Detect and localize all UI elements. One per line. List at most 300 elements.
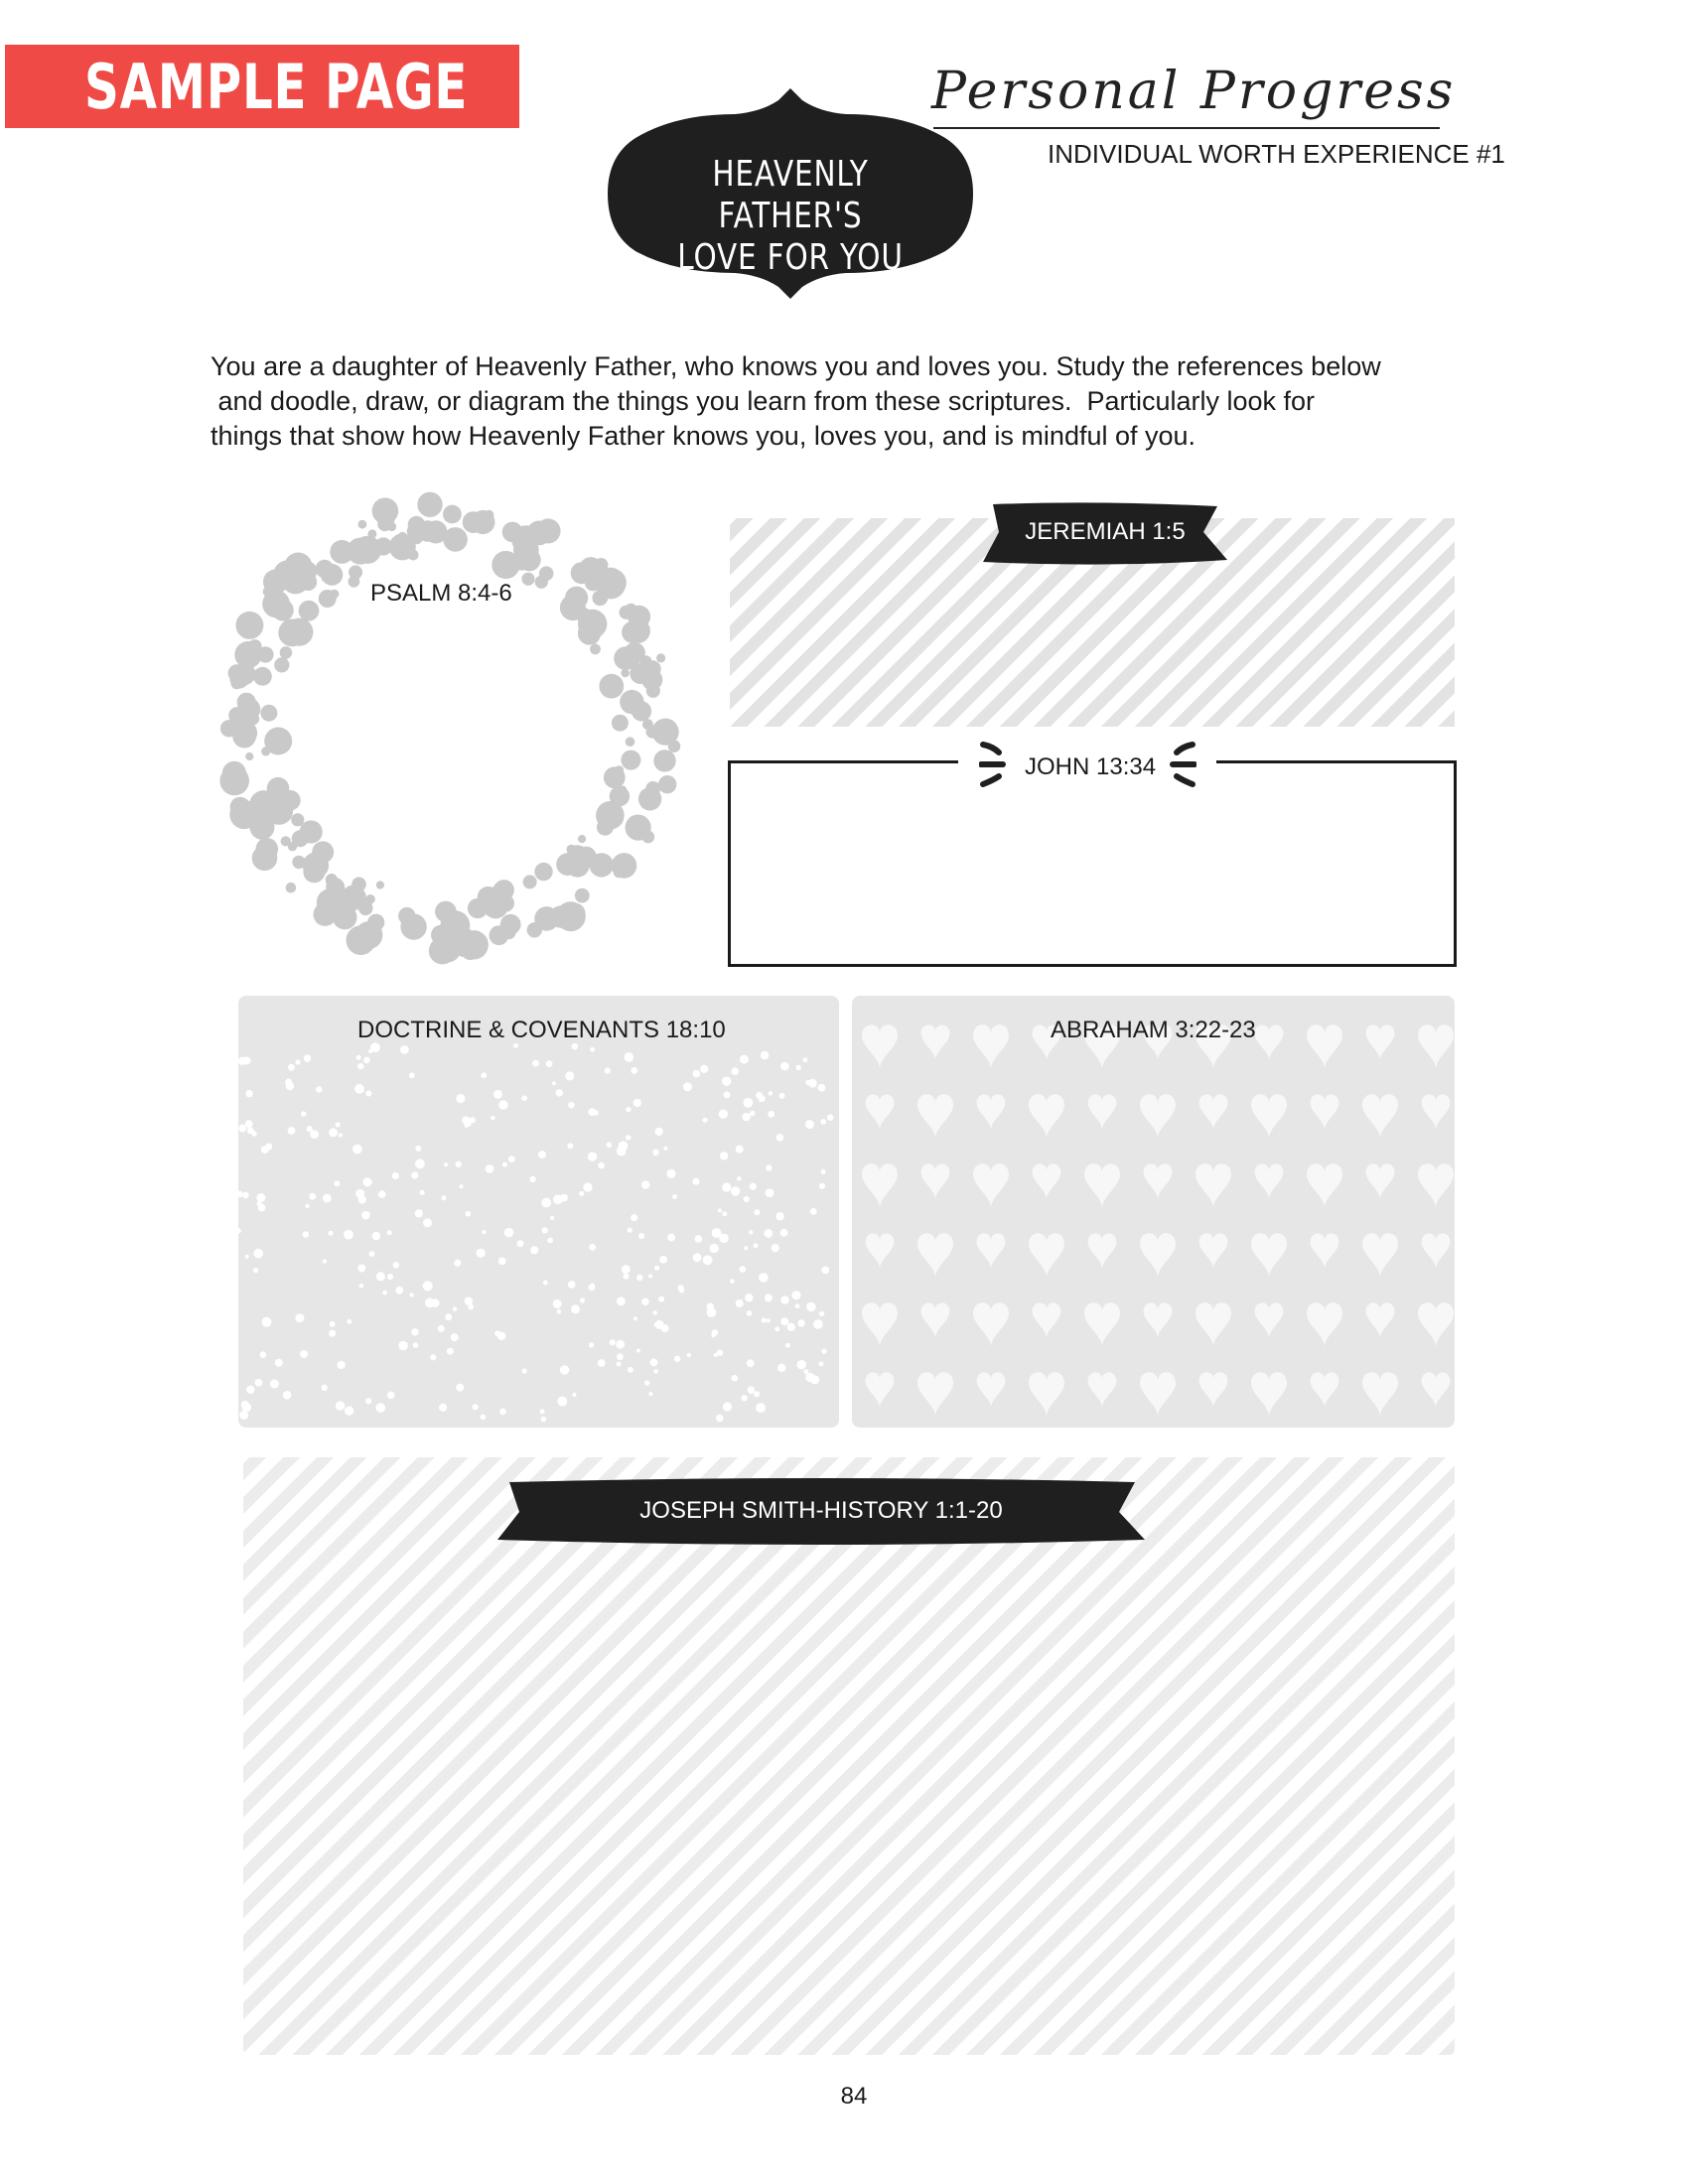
wreath-dot: [578, 835, 586, 843]
heart-mark: [1199, 1372, 1228, 1408]
wreath-dot: [624, 642, 645, 664]
polka-dot: [423, 1218, 432, 1227]
polka-dot: [338, 1361, 346, 1369]
heart-mark: [1033, 1163, 1061, 1199]
wreath-dot: [621, 751, 640, 770]
polka-dot: [392, 1172, 399, 1179]
polka-dot: [354, 1084, 364, 1094]
polka-dot: [775, 1212, 783, 1220]
polka-dot: [707, 1307, 717, 1317]
sample-page-label: SAMPLE PAGE: [84, 51, 469, 123]
polka-dot: [382, 1291, 387, 1296]
heart-mark: [1255, 1163, 1284, 1199]
left-burst-icon: [979, 741, 1009, 788]
wreath-dot: [353, 540, 366, 553]
polka-dot: [568, 1102, 575, 1109]
polka-dot: [617, 1297, 626, 1305]
heart-mark: [862, 1163, 898, 1208]
heart-mark: [921, 1302, 950, 1338]
polka-dot: [486, 1164, 494, 1173]
wreath-dot: [569, 846, 587, 864]
polka-dot: [456, 1384, 464, 1392]
wreath-dot: [626, 815, 651, 841]
polka-dot: [730, 1279, 735, 1284]
heart-mark: [1033, 1302, 1061, 1338]
heart-mark: [1199, 1094, 1228, 1130]
polka-dot: [628, 1367, 633, 1373]
heart-pattern: [852, 996, 1455, 1428]
heart-mark: [1088, 1233, 1117, 1269]
polka-dot: [626, 1107, 631, 1112]
polka-dot: [498, 1257, 506, 1265]
polka-dot: [540, 1409, 545, 1414]
wreath-dot: [331, 882, 342, 892]
intro-paragraph: [211, 349, 1501, 454]
wreath-dot: [443, 527, 468, 552]
polka-dot: [438, 1325, 445, 1332]
polka-dot: [451, 1333, 459, 1341]
heart-mark: [1251, 1233, 1287, 1278]
wreath-dot: [625, 604, 636, 615]
polka-dot: [444, 1162, 448, 1166]
heart-mark: [1366, 1163, 1395, 1199]
polka-dot: [363, 1177, 372, 1186]
polka-dot: [553, 1299, 562, 1308]
polka-dot: [805, 1373, 814, 1382]
polka-dot: [522, 1368, 527, 1373]
wreath-dot: [500, 556, 509, 565]
polka-dot: [736, 1299, 744, 1307]
polka-dot: [813, 1319, 823, 1329]
polka-dot: [369, 1251, 375, 1257]
polka-dot: [415, 1146, 421, 1152]
wreath-dot: [613, 719, 623, 729]
heart-mark: [1307, 1163, 1342, 1208]
polka-dot: [238, 1191, 243, 1198]
polka-dot: [655, 1320, 664, 1329]
polka-dot: [359, 1284, 364, 1289]
wreath-dot: [365, 894, 375, 904]
experience-subtitle: INDIVIDUAL WORTH EXPERIENCE #1: [1048, 139, 1505, 169]
polka-dot: [617, 1362, 622, 1367]
wreath-dot: [245, 752, 253, 760]
polka-dot: [553, 1194, 563, 1204]
polka-dot: [547, 1238, 553, 1244]
polka-dot: [491, 1116, 495, 1121]
right-burst-icon: [1167, 741, 1196, 788]
polka-dot: [504, 1228, 514, 1238]
polka-dot: [556, 1089, 563, 1096]
polka-dot: [470, 1117, 476, 1123]
polka-dot: [260, 1351, 267, 1358]
polka-dot: [530, 1246, 538, 1254]
john-panel[interactable]: [728, 760, 1457, 967]
polka-dot: [625, 1052, 634, 1062]
polka-dot: [395, 1287, 403, 1295]
polka-dot: [810, 1208, 817, 1215]
polka-dot: [589, 1342, 594, 1347]
wreath-dot: [485, 510, 494, 520]
polka-dot: [687, 1353, 691, 1357]
polka-dot: [648, 1275, 652, 1279]
polka-dot: [336, 1122, 341, 1127]
heart-mark: [1311, 1372, 1339, 1408]
heart-mark: [1199, 1233, 1228, 1269]
wreath-dot: [417, 492, 442, 517]
heart-mark: [921, 1024, 950, 1060]
polka-dot: [736, 1146, 744, 1154]
wreath-dot: [230, 797, 250, 817]
wreath-dot: [575, 888, 590, 903]
doctrine-panel[interactable]: [238, 996, 839, 1428]
polka-dot: [303, 1231, 310, 1238]
heart-mark: [1084, 1163, 1120, 1208]
polka-dot: [744, 1101, 750, 1107]
intro-line-1: You are a daughter of Heavenly Father, who knows you and loves you. Study the references below: [211, 351, 1381, 381]
polka-dot: [508, 1156, 515, 1162]
polka-dot: [482, 1230, 486, 1234]
wreath-dot: [431, 925, 451, 945]
polka-dot: [633, 1099, 641, 1107]
polka-dot: [667, 1234, 675, 1242]
polka-dot: [744, 1246, 748, 1250]
heart-mark: [1366, 1302, 1395, 1338]
polka-dot: [256, 1193, 265, 1202]
polka-dot: [242, 1403, 251, 1412]
polka-dot: [765, 1294, 773, 1301]
heart-mark: [921, 1163, 950, 1199]
polka-dot: [347, 1319, 352, 1324]
polka-dot: [356, 1055, 361, 1060]
heart-mark: [1418, 1024, 1454, 1069]
polka-dot: [731, 1186, 740, 1195]
polka-dot: [624, 1274, 630, 1280]
wreath-dot: [300, 820, 323, 843]
abraham-label: ABRAHAM 3:22-23: [1051, 1017, 1256, 1043]
polka-dot: [344, 1230, 353, 1240]
polka-dot: [304, 1054, 311, 1061]
polka-dot: [541, 1417, 547, 1423]
john-label: JOHN 13:34: [1025, 753, 1157, 780]
heart-mark: [1029, 1094, 1064, 1139]
wreath-dot: [219, 766, 249, 796]
wreath-dot: [578, 622, 601, 645]
heart-mark: [1029, 1372, 1064, 1417]
polka-dot: [759, 1095, 766, 1102]
polka-dot: [329, 1128, 338, 1137]
wreath-dot: [314, 902, 338, 926]
polka-dot: [243, 1057, 251, 1065]
polka-dot: [818, 1084, 826, 1092]
heart-mark: [917, 1094, 953, 1139]
polka-dot: [717, 1349, 723, 1355]
wreath-dot: [237, 716, 255, 734]
heart-mark: [1255, 1024, 1284, 1060]
polka-dot: [740, 1055, 749, 1064]
polka-dot: [780, 1296, 788, 1303]
polka-dot: [579, 1191, 584, 1196]
polka-dot: [238, 1228, 241, 1233]
polka-dot: [502, 1162, 507, 1167]
heart-mark: [862, 1302, 898, 1347]
polka-dot: [605, 1068, 611, 1074]
polka-dot: [768, 1111, 774, 1118]
polka-dot: [323, 1259, 327, 1263]
polka-dot-pattern: [238, 996, 839, 1428]
polka-dot: [439, 1404, 447, 1412]
wreath-dot: [252, 846, 278, 872]
polka-dot: [792, 1291, 801, 1299]
wreath-dot: [658, 775, 676, 793]
wreath-dot: [253, 667, 272, 686]
polka-dot: [641, 1180, 649, 1188]
polka-dot: [442, 1195, 447, 1200]
polka-dot: [454, 1260, 461, 1267]
polka-dot: [398, 1341, 408, 1351]
wreath-dot: [372, 497, 399, 524]
polka-dot: [387, 1274, 393, 1280]
polka-dot: [246, 1386, 254, 1394]
heart-mark: [917, 1372, 953, 1417]
polka-dot: [703, 1118, 708, 1123]
heart-mark: [1422, 1372, 1451, 1408]
wreath-dot: [322, 564, 344, 586]
polka-dot: [393, 1262, 400, 1269]
heart-mark: [1422, 1233, 1451, 1269]
polka-dot: [529, 1176, 535, 1182]
polka-dot: [653, 1310, 657, 1314]
polka-dot: [716, 1415, 724, 1423]
polka-dot: [542, 1227, 548, 1233]
wreath-dot: [460, 930, 489, 959]
polka-dot: [598, 1162, 605, 1169]
heart-mark: [1422, 1094, 1451, 1130]
polka-dot: [631, 1214, 637, 1221]
polka-dot: [466, 1211, 472, 1217]
polka-dot: [593, 1110, 599, 1116]
polka-dot: [590, 1047, 595, 1052]
wreath-dot: [478, 887, 499, 908]
heart-mark: [977, 1233, 1006, 1269]
polka-dot: [283, 1391, 292, 1400]
polka-dot: [546, 1060, 553, 1067]
polka-dot: [498, 1100, 507, 1109]
polka-dot: [806, 1302, 815, 1311]
polka-dot: [357, 1265, 365, 1273]
polka-dot: [644, 1380, 649, 1385]
polka-dot: [242, 1192, 249, 1199]
polka-dot: [723, 1402, 732, 1411]
joseph-smith-panel[interactable]: [243, 1457, 1455, 2055]
polka-dot: [305, 1204, 309, 1208]
polka-dot: [821, 1169, 826, 1174]
wreath-dot: [272, 600, 294, 621]
polka-dot: [387, 1230, 392, 1235]
polka-dot: [571, 1304, 580, 1313]
polka-dot: [413, 1342, 419, 1348]
polka-dot: [732, 1375, 739, 1382]
wreath-dot: [642, 719, 653, 730]
polka-dot: [754, 1243, 759, 1248]
polka-dot: [583, 1182, 592, 1191]
wreath-dot: [590, 853, 614, 877]
polka-dot: [821, 1267, 829, 1275]
polka-dot: [322, 1385, 328, 1391]
wreath-dot: [604, 766, 626, 788]
polka-dot: [719, 1110, 728, 1119]
polka-dot: [376, 1403, 386, 1413]
polka-dot: [672, 1194, 677, 1199]
heart-mark: [1255, 1302, 1284, 1338]
polka-dot: [323, 1194, 332, 1203]
joseph-smith-tag: [493, 1476, 1149, 1546]
heart-mark: [1307, 1302, 1342, 1347]
wreath-dot: [443, 505, 462, 524]
polka-dot: [580, 1297, 585, 1302]
wreath-dot: [626, 618, 650, 643]
polka-dot: [288, 1064, 295, 1071]
polka-dot: [300, 1350, 308, 1358]
polka-dot: [780, 1317, 788, 1325]
polka-dot: [776, 1134, 784, 1142]
polka-dot: [779, 1093, 785, 1099]
polka-dot: [409, 1293, 413, 1297]
polka-dot: [456, 1161, 462, 1167]
doctrine-label: DOCTRINE & COVENANTS 18:10: [357, 1017, 726, 1043]
polka-dot: [750, 1111, 756, 1117]
wreath-dot: [265, 801, 277, 813]
wreath-dot: [257, 646, 273, 662]
wreath-dot: [656, 653, 665, 662]
wreath-dot: [312, 841, 334, 863]
polka-dot: [636, 1275, 642, 1281]
badge-text: [640, 154, 940, 279]
heart-mark: [1418, 1163, 1454, 1208]
wreath-dot: [582, 569, 593, 580]
wreath-dot: [286, 883, 297, 893]
polka-dot: [499, 1409, 506, 1416]
heart-mark: [1362, 1094, 1398, 1139]
polka-dot: [652, 1150, 659, 1157]
polka-dot: [641, 1298, 648, 1305]
polka-dot: [653, 1369, 658, 1374]
polka-dot: [288, 1127, 296, 1135]
polka-dot: [378, 1190, 386, 1198]
polka-dot: [722, 1211, 727, 1216]
polka-dot: [741, 1395, 747, 1401]
wreath-dot: [653, 750, 675, 771]
wreath-dot: [299, 601, 320, 621]
polka-dot: [430, 1354, 436, 1360]
polka-dot: [541, 1198, 551, 1208]
heart-mark: [1251, 1094, 1287, 1139]
polka-dot: [462, 1116, 470, 1124]
polka-dot: [658, 1297, 664, 1302]
wreath-dot: [632, 701, 651, 721]
polka-dot: [796, 1065, 801, 1070]
polka-dot: [358, 1195, 366, 1203]
polka-dot: [258, 1204, 266, 1212]
wreath-dot: [386, 517, 394, 525]
polka-dot: [494, 1330, 500, 1336]
polka-dot: [650, 1358, 658, 1366]
polka-dot: [588, 1152, 597, 1160]
polka-dot: [316, 1086, 322, 1092]
polka-dot: [493, 1090, 502, 1099]
polka-dot: [481, 1072, 487, 1078]
badge-line-2: LOVE FOR YOU: [677, 237, 904, 278]
polka-dot: [762, 1317, 767, 1322]
wreath-dot: [261, 747, 270, 755]
polka-dot: [423, 1281, 433, 1291]
polka-dot: [521, 1095, 527, 1101]
polka-dot: [617, 1353, 624, 1360]
polka-dot: [737, 1176, 742, 1181]
polka-dot: [785, 1343, 790, 1348]
jeremiah-tag: [979, 498, 1231, 566]
page-number: 84: [840, 2083, 868, 2110]
polka-dot: [334, 1180, 340, 1186]
heart-mark: [866, 1372, 895, 1408]
wreath-dot: [241, 614, 255, 627]
wreath-dot: [527, 922, 542, 937]
heart-mark: [1140, 1094, 1176, 1139]
heart-mark: [1029, 1233, 1064, 1278]
heart-mark: [1088, 1094, 1117, 1130]
polka-dot: [610, 1339, 616, 1345]
polka-dot: [345, 1407, 353, 1416]
polka-dot: [387, 1392, 395, 1400]
polka-dot: [754, 1391, 760, 1397]
polka-dot: [336, 1401, 345, 1410]
polka-dot: [638, 1233, 644, 1239]
wreath-dot: [576, 608, 592, 623]
wreath-dot: [646, 684, 660, 698]
polka-dot: [827, 1114, 834, 1121]
polka-dot: [747, 1310, 753, 1316]
title-underline: [933, 127, 1440, 129]
heart-mark: [977, 1094, 1006, 1130]
wreath-dot: [374, 537, 392, 555]
polka-dot: [411, 1328, 418, 1335]
polka-dot: [459, 1184, 463, 1188]
polka-dot: [415, 1209, 423, 1217]
polka-dot: [285, 1078, 292, 1085]
polka-dot: [543, 1281, 548, 1286]
polka-dot: [795, 1303, 800, 1308]
polka-dot: [567, 1143, 573, 1149]
polka-dot: [654, 1266, 659, 1271]
polka-dot: [742, 1113, 750, 1121]
polka-dot: [711, 1333, 715, 1337]
polka-dot: [819, 1311, 824, 1316]
heart-mark: [973, 1024, 1009, 1069]
abraham-panel[interactable]: [852, 996, 1455, 1428]
jeremiah-label: JEREMIAH 1:5: [1025, 518, 1186, 545]
polka-dot: [819, 1183, 825, 1189]
polka-dot: [759, 1273, 769, 1283]
polka-dot: [797, 1360, 806, 1369]
wreath-dot: [463, 511, 485, 533]
polka-dot: [808, 1079, 817, 1088]
wreath-dot: [303, 861, 325, 883]
polka-dot: [253, 1268, 258, 1273]
polka-dot: [636, 1349, 640, 1353]
heart-mark: [1418, 1302, 1454, 1347]
polka-dot: [659, 1256, 667, 1264]
polka-dot: [633, 1316, 637, 1320]
intro-line-3: things that show how Heavenly Father knows you, loves you, and is mindful of you.: [211, 421, 1196, 451]
